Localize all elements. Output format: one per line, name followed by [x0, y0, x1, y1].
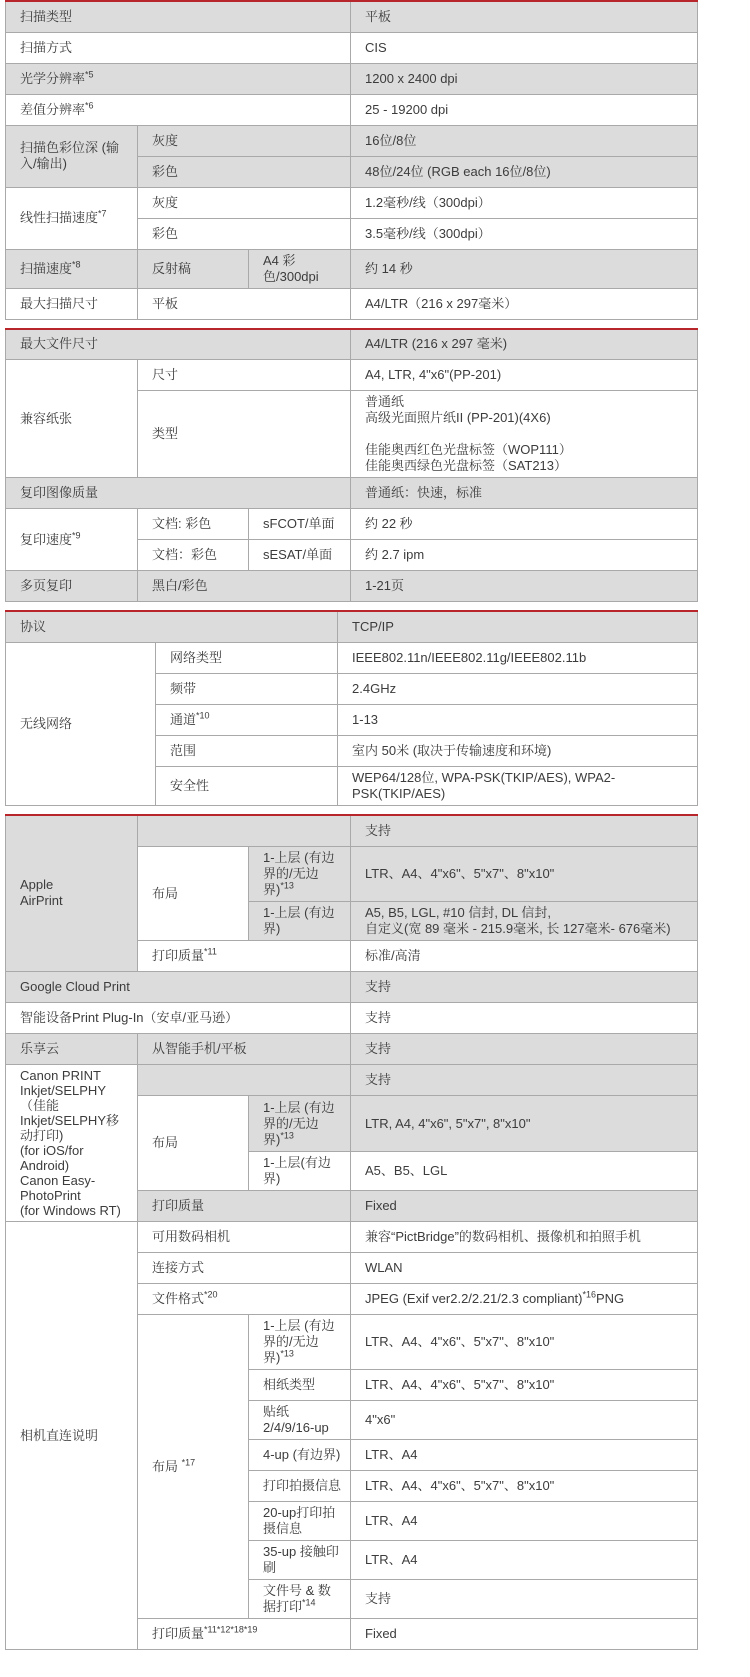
row-value: 普通纸：快速，标准 [351, 478, 698, 509]
row-value: A5、B5、LGL [351, 1152, 698, 1191]
sub-label: 打印质量 [138, 1191, 351, 1222]
row-label: 扫描速度$^{*8}$ [6, 249, 138, 288]
row-value: WLAN [351, 1253, 698, 1284]
row-value: LTR、A4、4"x6"、5"x7"、8"x10" [351, 1471, 698, 1502]
row-value: LTR、A4 [351, 1502, 698, 1541]
row-value: 3.5毫秒/线（300dpi） [351, 218, 698, 249]
sub-label: 通道$^{*10}$ [156, 704, 338, 735]
condition-label: 1-上层 (有边界) [249, 902, 351, 941]
row-value: LTR、A4 [351, 1541, 698, 1580]
condition-label: 1-上层 (有边界的/无边界)$^{*13}$ [249, 1096, 351, 1152]
row-value: Fixed [351, 1191, 698, 1222]
row-value: LTR, A4, 4"x6", 5"x7", 8"x10" [351, 1096, 698, 1152]
row-value: 平板 [351, 1, 698, 32]
sub-label: 文档：彩色 [138, 540, 249, 571]
condition-label: A4 彩色/300dpi [249, 249, 351, 288]
row-label: Google Cloud Print [6, 972, 351, 1003]
row-value: 48位/24位 (RGB each 16位/8位) [351, 156, 698, 187]
row-label: 智能设备Print Plug-In（安卓/亚马逊） [6, 1003, 351, 1034]
condition-label: 相纸类型 [249, 1370, 351, 1401]
sub-label: 连接方式 [138, 1253, 351, 1284]
condition-label: 文件号 & 数据打印$^{*14}$ [249, 1580, 351, 1619]
sub-label: 灰度 [138, 125, 351, 156]
row-label: 复印图像质量 [6, 478, 351, 509]
row-value: 标准/高清 [351, 941, 698, 972]
sub-label [138, 1065, 351, 1096]
condition-label: sESAT/单面 [249, 540, 351, 571]
row-label: 光学分辨率$^{*5}$ [6, 63, 351, 94]
row-label: 差值分辨率$^{*6}$ [6, 94, 351, 125]
condition-label: sFCOT/单面 [249, 509, 351, 540]
condition-label: 20-up打印拍摄信息 [249, 1502, 351, 1541]
sub-label: 安全性 [156, 766, 338, 805]
condition-label: 贴纸 2/4/9/16-up [249, 1401, 351, 1440]
row-value: 25 - 19200 dpi [351, 94, 698, 125]
row-value: LTR、A4、4"x6"、5"x7"、8"x10" [351, 847, 698, 902]
sub-label: 打印质量$^{*11*12*18*19}$ [138, 1619, 351, 1650]
sub-label: 类型 [138, 391, 351, 478]
row-value: A4, LTR, 4"x6"(PP-201) [351, 360, 698, 391]
row-value: 约 14 秒 [351, 249, 698, 288]
condition-label: 4-up (有边界) [249, 1440, 351, 1471]
row-value: 2.4GHz [338, 673, 698, 704]
row-value: WEP64/128位, WPA-PSK(TKIP/AES), WPA2-PSK(TKIP/AES) [338, 766, 698, 805]
sub-label: 频带 [156, 673, 338, 704]
row-label: 无线网络 [6, 642, 156, 805]
sub-label: 灰度 [138, 187, 351, 218]
sub-label: 彩色 [138, 156, 351, 187]
condition-label: 打印拍摄信息 [249, 1471, 351, 1502]
row-label: 最大扫描尺寸 [6, 288, 138, 319]
row-value: 支持 [351, 815, 698, 847]
row-value: CIS [351, 32, 698, 63]
row-label: Canon PRINT Inkjet/SELPHY（佳能Inkjet/SELPHY移动打印) (for iOS/for Android) Canon Easy-PhotoPrint (for Windows RT) [6, 1065, 138, 1222]
row-label: 多页复印 [6, 571, 138, 602]
sub-label: 布局 $^{*17}$ [138, 1315, 249, 1619]
row-label: 乐享云 [6, 1034, 138, 1065]
row-value: IEEE802.11n/IEEE802.11g/IEEE802.11b [338, 642, 698, 673]
row-label: 协议 [6, 611, 338, 642]
condition-label: 1-上层(有边界) [249, 1152, 351, 1191]
row-value: 支持 [351, 972, 698, 1003]
row-label: 相机直连说明 [6, 1222, 138, 1650]
row-value: Fixed [351, 1619, 698, 1650]
row-value: 约 22 秒 [351, 509, 698, 540]
row-label: Apple AirPrint [6, 815, 138, 972]
row-value: TCP/IP [338, 611, 698, 642]
row-label: 扫描方式 [6, 32, 351, 63]
row-value: 16位/8位 [351, 125, 698, 156]
row-value: A5, B5, LGL, #10 信封, DL 信封, 自定义(宽 89 毫米 - 215.9毫米, 长 127毫米- 676毫米) [351, 902, 698, 941]
scan-spec-table [5, 0, 698, 320]
sub-label: 反射稿 [138, 249, 249, 288]
sub-label: 文档: 彩色 [138, 509, 249, 540]
sub-label: 布局 [138, 1096, 249, 1191]
row-value: 室内 50米 (取决于传输速度和环境) [338, 735, 698, 766]
row-label: 扫描类型 [6, 1, 351, 32]
condition-label: 35-up 接触印刷 [249, 1541, 351, 1580]
sub-label: 平板 [138, 288, 351, 319]
row-value: LTR、A4、4"x6"、5"x7"、8"x10" [351, 1370, 698, 1401]
sub-label: 黑白/彩色 [138, 571, 351, 602]
row-value: LTR、A4 [351, 1440, 698, 1471]
row-label: 线性扫描速度$^{*7}$ [6, 187, 138, 249]
row-value: 支持 [351, 1065, 698, 1096]
sub-label [138, 815, 351, 847]
mobile-print-table [5, 814, 698, 1651]
row-value: 支持 [351, 1034, 698, 1065]
sub-label: 从智能手机/平板 [138, 1034, 351, 1065]
row-value: 4"x6" [351, 1401, 698, 1440]
sub-label: 可用数码相机 [138, 1222, 351, 1253]
condition-label: 1-上层 (有边界的/无边界)$^{*13}$ [249, 1315, 351, 1370]
row-value: 支持 [351, 1003, 698, 1034]
row-label: 扫描色彩位深 (输入/输出) [6, 125, 138, 187]
row-label: 复印速度$^{*9}$ [6, 509, 138, 571]
row-value: 1-21页 [351, 571, 698, 602]
sub-label: 尺寸 [138, 360, 351, 391]
row-value: 1.2毫秒/线（300dpi） [351, 187, 698, 218]
sub-label: 范围 [156, 735, 338, 766]
row-value: A4/LTR (216 x 297 毫米) [351, 329, 698, 360]
sub-label: 彩色 [138, 218, 351, 249]
row-value: JPEG (Exif ver2.2/2.21/2.3 compliant)$^{*16}$PNG [351, 1284, 698, 1315]
row-value: A4/LTR（216 x 297毫米） [351, 288, 698, 319]
row-label: 兼容纸张 [6, 360, 138, 478]
row-value: 1-13 [338, 704, 698, 735]
row-value: LTR、A4、4"x6"、5"x7"、8"x10" [351, 1315, 698, 1370]
row-label: 最大文件尺寸 [6, 329, 351, 360]
row-value: 兼容“PictBridge”的数码相机、摄像机和拍照手机 [351, 1222, 698, 1253]
sub-label: 网络类型 [156, 642, 338, 673]
copy-spec-table [5, 328, 698, 603]
row-value: 普通纸 高级光面照片纸II (PP-201)(4X6) 佳能奥西红色光盘标签（WOP111） 佳能奥西绿色光盘标签（SAT213） [351, 391, 698, 478]
sub-label: 布局 [138, 847, 249, 941]
network-spec-table [5, 610, 698, 806]
row-value: 支持 [351, 1580, 698, 1619]
sub-label: 文件格式$^{*20}$ [138, 1284, 351, 1315]
sub-label: 打印质量$^{*11}$ [138, 941, 351, 972]
condition-label: 1-上层 (有边界的/无边界)$^{*13}$ [249, 847, 351, 902]
row-value: 约 2.7 ipm [351, 540, 698, 571]
row-value: 1200 x 2400 dpi [351, 63, 698, 94]
